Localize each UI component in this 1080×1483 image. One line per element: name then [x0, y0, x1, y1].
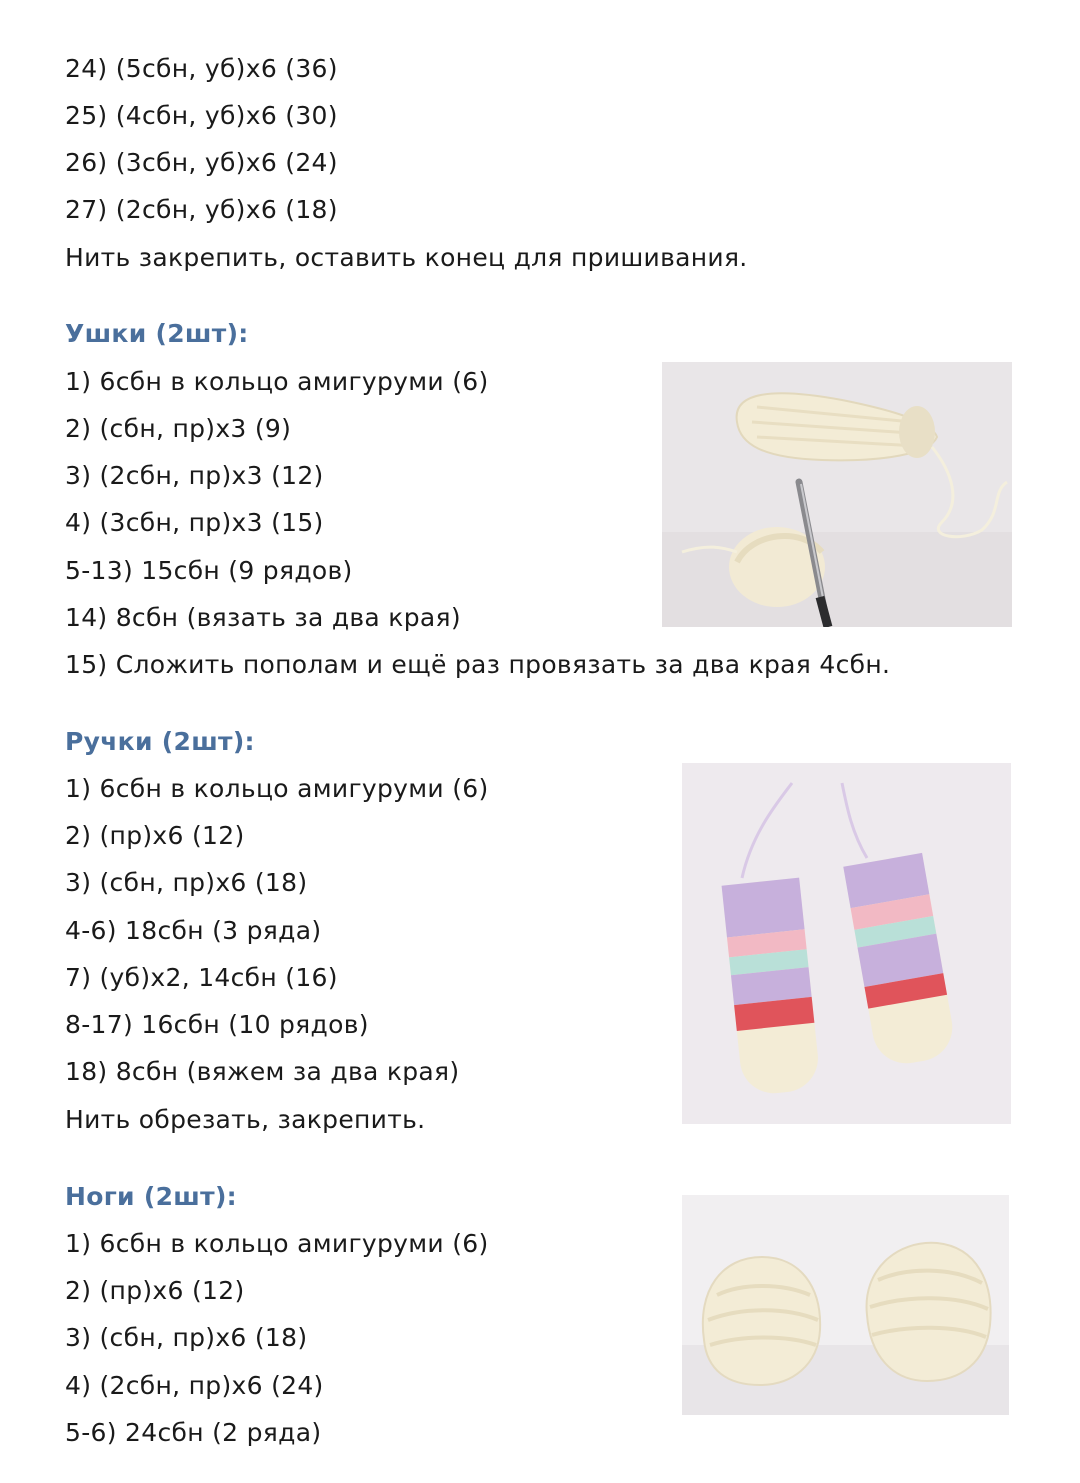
- arms-row: 18) 8сбн (вяжем за два края): [65, 1057, 460, 1086]
- arms-photo: [682, 763, 1011, 1124]
- arms-row: 4-6) 18сбн (3 ряда): [65, 916, 322, 945]
- legs-row: 3) (сбн, пр)х6 (18): [65, 1323, 308, 1352]
- ears-row: 3) (2сбн, пр)х3 (12): [65, 461, 324, 490]
- arms-row: 7) (уб)х2, 14сбн (16): [65, 963, 338, 992]
- intro-line-27: 27) (2сбн, уб)х6 (18): [65, 195, 338, 224]
- ears-row: 2) (сбн, пр)х3 (9): [65, 414, 292, 443]
- legs-photo: [682, 1195, 1009, 1415]
- arms-row: Нить обрезать, закрепить.: [65, 1105, 426, 1134]
- legs-row: 2) (пр)х6 (12): [65, 1276, 245, 1305]
- section-title-legs: Ноги (2шт):: [65, 1182, 237, 1211]
- intro-line-24: 24) (5сбн, уб)х6 (36): [65, 54, 338, 83]
- arms-row: 2) (пр)х6 (12): [65, 821, 245, 850]
- intro-line-26: 26) (3сбн, уб)х6 (24): [65, 148, 338, 177]
- ears-row: 15) Сложить пополам и ещё раз провязать за два края 4сбн.: [65, 650, 891, 679]
- ears-photo: [662, 362, 1012, 627]
- ears-row: 1) 6сбн в кольцо амигуруми (6): [65, 367, 489, 396]
- ears-row: 4) (3сбн, пр)х3 (15): [65, 508, 324, 537]
- legs-row: 5-6) 24сбн (2 ряда): [65, 1418, 322, 1447]
- ears-row: 5-13) 15сбн (9 рядов): [65, 556, 353, 585]
- arms-row: 1) 6сбн в кольцо амигуруми (6): [65, 774, 489, 803]
- intro-line-finish: Нить закрепить, оставить конец для пришивания.: [65, 243, 748, 272]
- ears-row: 14) 8сбн (вязать за два края): [65, 603, 461, 632]
- arms-row: 8-17) 16сбн (10 рядов): [65, 1010, 369, 1039]
- arms-row: 3) (сбн, пр)х6 (18): [65, 868, 308, 897]
- legs-row: 4) (2сбн, пр)х6 (24): [65, 1371, 324, 1400]
- section-title-arms: Ручки (2шт):: [65, 727, 255, 756]
- intro-line-25: 25) (4сбн, уб)х6 (30): [65, 101, 338, 130]
- legs-row: 1) 6сбн в кольцо амигуруми (6): [65, 1229, 489, 1258]
- section-title-ears: Ушки (2шт):: [65, 319, 249, 348]
